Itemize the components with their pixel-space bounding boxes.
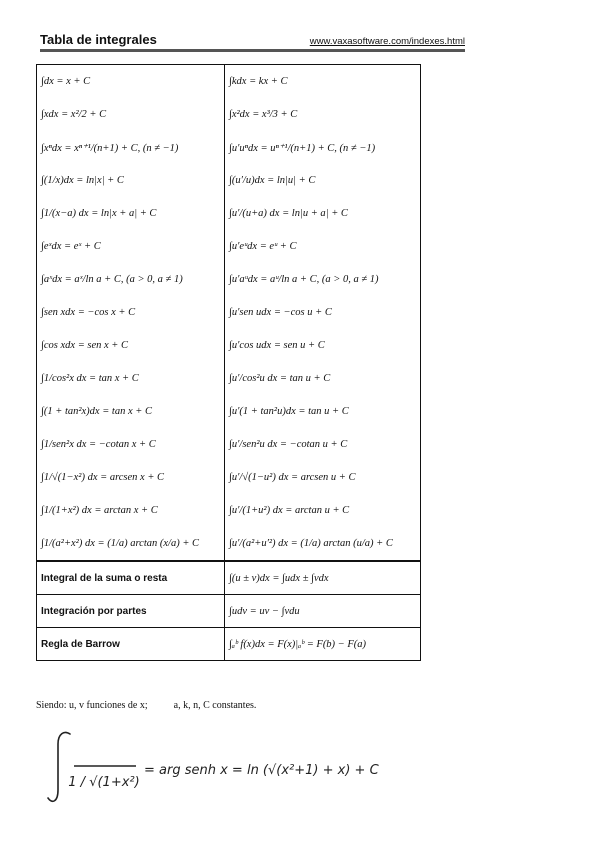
rule-label: Integración por partes bbox=[37, 595, 225, 628]
formula-row bbox=[37, 362, 421, 395]
rule-label: Integral de la suma o resta bbox=[37, 561, 225, 595]
formula-row bbox=[37, 164, 421, 197]
formula-cell: ∫kdx = kx + C bbox=[225, 65, 421, 99]
formula-cell: ∫1/(a²+x²) dx = (1/a) arctan (x/a) + C bbox=[37, 527, 225, 561]
formula-cell: ∫u′aᵘdx = aᵘ/ln a + C, (a > 0, a ≠ 1) bbox=[225, 263, 421, 296]
formula-row bbox=[37, 263, 421, 296]
formula-row bbox=[37, 494, 421, 527]
formula-row bbox=[37, 428, 421, 461]
rule-row bbox=[37, 628, 421, 661]
formula-cell: ∫u′/cos²u dx = tan u + C bbox=[225, 362, 421, 395]
page-title: Tabla de integrales bbox=[40, 32, 157, 47]
handwritten-lhs: 1 / √(1+x²) bbox=[68, 775, 140, 790]
rule-row bbox=[37, 561, 421, 595]
rule-formula: ∫udv = uv − ∫vdu bbox=[225, 595, 421, 628]
formula-cell: ∫u′/(u+a) dx = ln|u + a| + C bbox=[225, 197, 421, 230]
formula-row bbox=[37, 329, 421, 362]
formula-row bbox=[37, 395, 421, 428]
formula-cell: ∫u′/√(1−u²) dx = arcsen u + C bbox=[225, 461, 421, 494]
formula-cell: ∫u′/(1+u²) dx = arctan u + C bbox=[225, 494, 421, 527]
formula-row bbox=[37, 527, 421, 561]
formula-cell: ∫xdx = x²/2 + C bbox=[37, 98, 225, 131]
formula-cell: ∫x²dx = x³/3 + C bbox=[225, 98, 421, 131]
formula-cell: ∫cos xdx = sen x + C bbox=[37, 329, 225, 362]
formula-cell: ∫(u′/u)dx = ln|u| + C bbox=[225, 164, 421, 197]
formula-cell: ∫(1/x)dx = ln|x| + C bbox=[37, 164, 225, 197]
header-rule bbox=[40, 49, 465, 52]
formula-cell: ∫xⁿdx = xⁿ⁺¹/(n+1) + C, (n ≠ −1) bbox=[37, 131, 225, 164]
rule-label: Regla de Barrow bbox=[37, 628, 225, 661]
formula-cell: ∫u′sen udx = −cos u + C bbox=[225, 296, 421, 329]
rule-formula: ∫(u ± v)dx = ∫udx ± ∫vdx bbox=[225, 561, 421, 595]
formula-cell: ∫u′/sen²u dx = −cotan u + C bbox=[225, 428, 421, 461]
handwritten-formula bbox=[44, 728, 474, 808]
formula-cell: ∫u′eᵘdx = eᵘ + C bbox=[225, 230, 421, 263]
integrals-table bbox=[36, 64, 421, 661]
footer-note bbox=[36, 700, 256, 711]
formula-row bbox=[37, 296, 421, 329]
formula-row bbox=[37, 65, 421, 99]
footer-functions: Siendo: u, v funciones de x; bbox=[36, 700, 148, 711]
formula-cell: ∫1/(x−a) dx = ln|x + a| + C bbox=[37, 197, 225, 230]
handwritten-rhs: = arg senh x = ln (√(x²+1) + x) + C bbox=[144, 763, 379, 778]
rule-formula: ∫ₐᵇ f(x)dx = F(x)|ₐᵇ = F(b) − F(a) bbox=[225, 628, 421, 661]
formula-cell: ∫u′/(a²+u′²) dx = (1/a) arctan (u/a) + C bbox=[225, 527, 421, 561]
formula-row bbox=[37, 131, 421, 164]
formula-cell: ∫dx = x + C bbox=[37, 65, 225, 99]
integral-sign-stroke bbox=[48, 732, 70, 801]
formula-row bbox=[37, 461, 421, 494]
footer-constants: a, k, n, C constantes. bbox=[173, 700, 257, 711]
formula-cell: ∫u′(1 + tan²u)dx = tan u + C bbox=[225, 395, 421, 428]
formula-cell: ∫1/√(1−x²) dx = arcsen x + C bbox=[37, 461, 225, 494]
rule-row bbox=[37, 595, 421, 628]
formula-cell: ∫(1 + tan²x)dx = tan x + C bbox=[37, 395, 225, 428]
formula-row bbox=[37, 230, 421, 263]
formula-cell: ∫sen xdx = −cos x + C bbox=[37, 296, 225, 329]
formula-cell: ∫u′uⁿdx = uⁿ⁺¹/(n+1) + C, (n ≠ −1) bbox=[225, 131, 421, 164]
formula-row bbox=[37, 98, 421, 131]
formula-cell: ∫eˣdx = eˣ + C bbox=[37, 230, 225, 263]
formula-cell: ∫u′cos udx = sen u + C bbox=[225, 329, 421, 362]
formula-cell: ∫aˣdx = aˣ/ln a + C, (a > 0, a ≠ 1) bbox=[37, 263, 225, 296]
formula-cell: ∫1/sen²x dx = −cotan x + C bbox=[37, 428, 225, 461]
formula-row bbox=[37, 197, 421, 230]
source-url: www.vaxasoftware.com/indexes.html bbox=[309, 36, 465, 47]
formula-cell: ∫1/cos²x dx = tan x + C bbox=[37, 362, 225, 395]
formula-cell: ∫1/(1+x²) dx = arctan x + C bbox=[37, 494, 225, 527]
